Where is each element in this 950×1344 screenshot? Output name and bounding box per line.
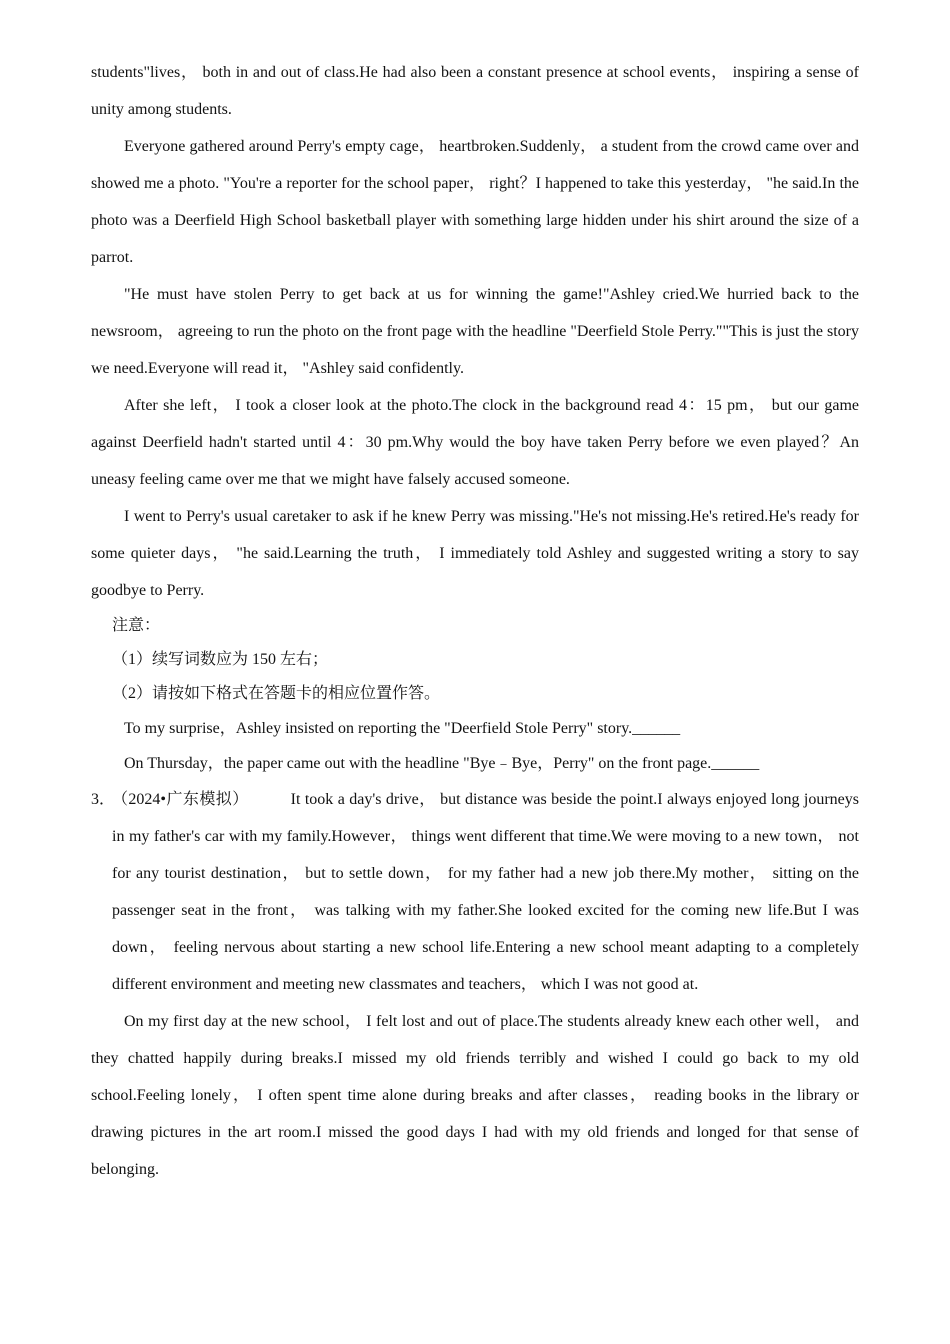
- continuation-prompt: To my surprise，Ashley insisted on reporting the "Deerfield Stole Perry" story.______: [124, 720, 681, 737]
- passage-paragraph: students"lives， both in and out of class.He had also been a constant presence at school events， inspiring a sense of unity among students.: [91, 64, 859, 118]
- continuation-prompt: On Thursday，the paper came out with the headline "Bye﹣Bye，Perry" on the front page.______: [124, 755, 760, 772]
- passage-paragraph: Everyone gathered around Perry's empty cage， heartbroken.Suddenly， a student from the crowd came over and showed me a photo. "You're a reporter for the school paper， right？I happened to take this yesterday， "he said.In the photo was a Deerfield High School basketball player with something large hidden under his shirt around the size of a parrot.: [91, 138, 859, 266]
- note-item: （1）续写词数应为 150 左右；: [112, 651, 329, 668]
- question-3: [91, 781, 859, 1003]
- question-number: 3．: [91, 791, 116, 808]
- document-page: [91, 54, 859, 1188]
- passage-paragraph: On my first day at the new school， I felt lost and out of place.The students already knew each other well， and they chatted happily during breaks.I missed my old friends terribly and wished I could go back to my old school.Feeling lonely， I often spent time alone during breaks and after classes， reading books in the library or drawing pictures in the art room.I missed the good days I had with my old friends and longed for that sense of belonging.: [91, 1013, 859, 1178]
- note-label: 注意：: [112, 617, 161, 634]
- question-source: （2024•广东模拟）: [112, 791, 249, 808]
- passage-paragraph: After she left， I took a closer look at the photo.The clock in the background read 4：15 pm， but our game against Deerfield hadn't started until 4：30 pm.Why would the boy have taken Perry before we even played？An uneasy feeling came over me that we might have falsely accused someone.: [91, 397, 859, 488]
- question-paragraph: It took a day's drive， but distance was beside the point.I always enjoyed long journeys in my father's car with my family.However， things went different that time.We were moving to a new town， not for any tourist destination， but to settle down， for my father had a new job there.My mother， sitting on the passenger seat in the front， was talking with my father.She looked excited for the coming new life.But I was down， feeling nervous about starting a new school life.Entering a new school meant adapting to a completely different environment and meeting new classmates and teachers， which I was not good at.: [112, 791, 860, 993]
- passage-paragraph: I went to Perry's usual caretaker to ask if he knew Perry was missing."He's not missing.He's retired.He's ready for some quieter days， "he said.Learning the truth， I immediately told Ashley and suggested writing a story to say goodbye to Perry.: [91, 508, 859, 599]
- passage-paragraph: "He must have stolen Perry to get back at us for winning the game!"Ashley cried.We hurried back to the newsroom， agreeing to run the photo on the front page with the headline "Deerfield Stole Perry.""This is just the story we need.Everyone will read it， "Ashley said confidently.: [91, 286, 860, 377]
- note-item: （2）请按如下格式在答题卡的相应位置作答。: [112, 685, 441, 702]
